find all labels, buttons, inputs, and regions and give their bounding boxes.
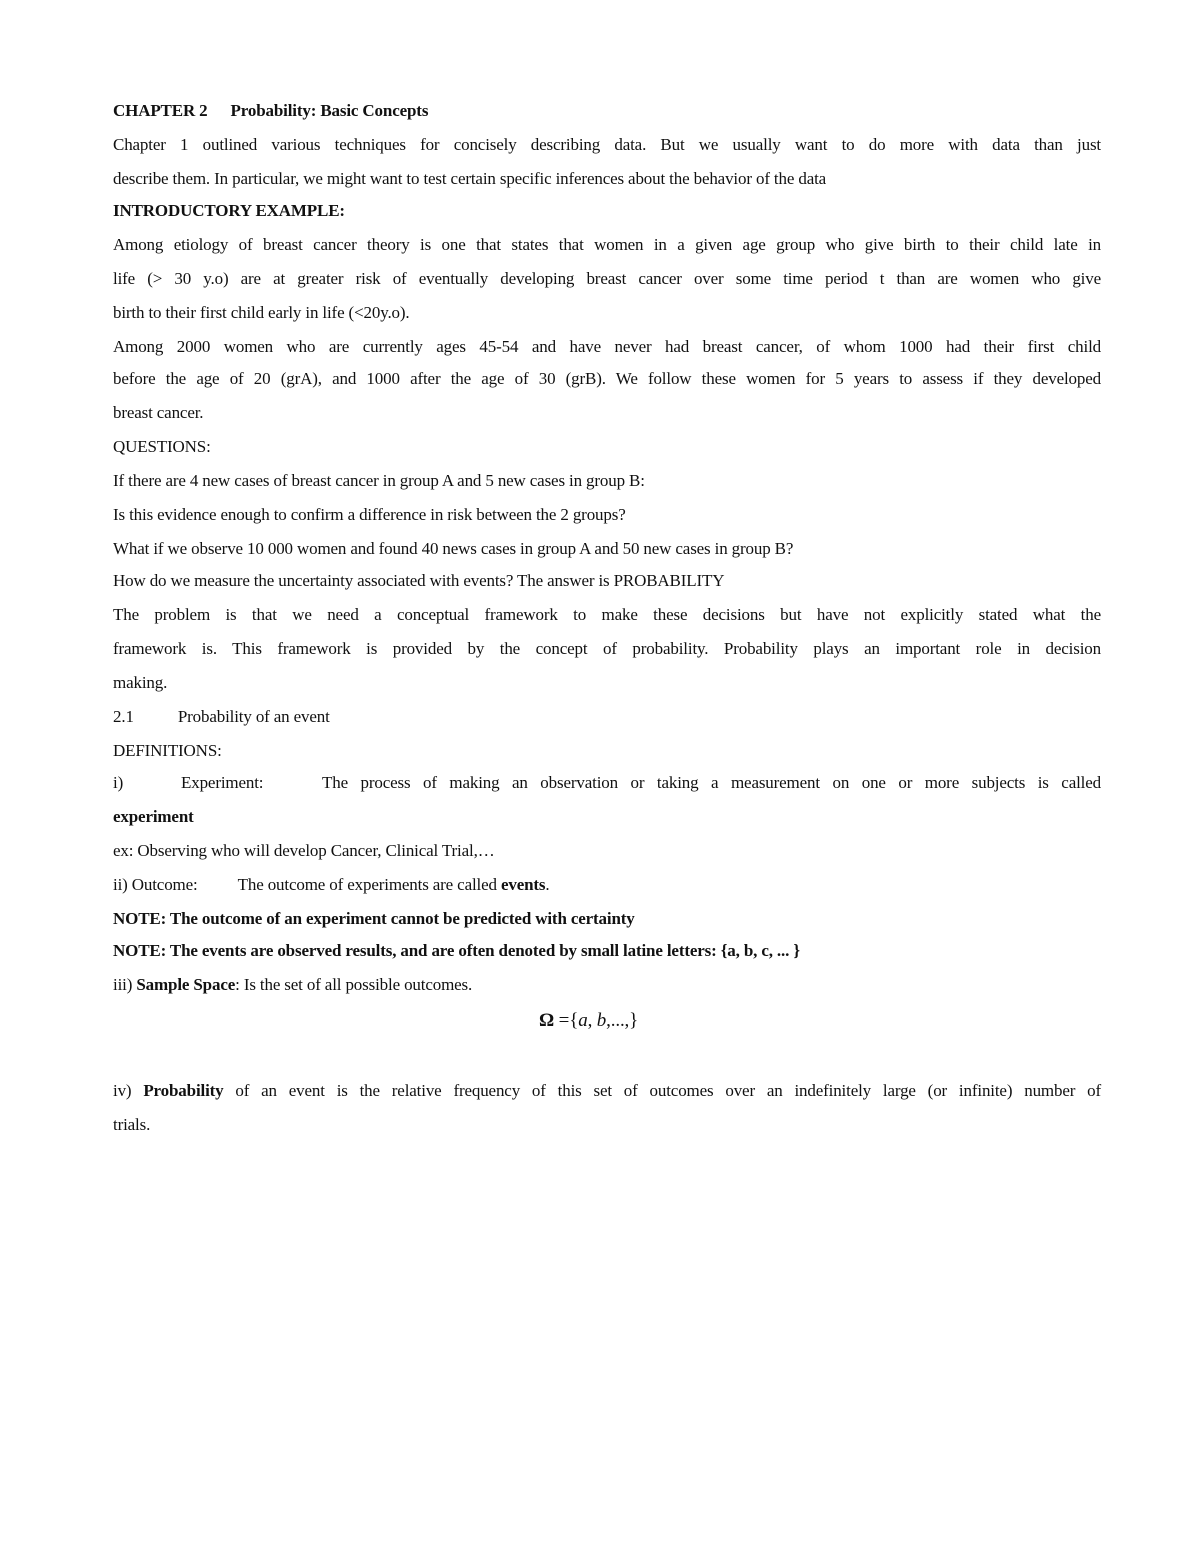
question-1: If there are 4 new cases of breast cancer in group A and 5 new cases in group B:: [113, 471, 645, 490]
sample-space-term: Sample Space: [136, 975, 236, 994]
outcome-definition: [113, 875, 1101, 895]
probability-text: of an event is the relative frequency of this set of outcomes over an indefinitely large (or infinite) number of: [223, 1081, 1101, 1100]
definitions-heading: DEFINITIONS:: [113, 741, 222, 760]
probability-definition-line-2: trials.: [113, 1115, 151, 1134]
formula-equals: ={: [554, 1010, 579, 1031]
note-2: NOTE: The events are observed results, and are often denoted by small latine letters: {a, b, c, ... }: [113, 941, 800, 960]
etiology-line-2: life (> 30 y.o) are at greater risk of eventually developing breast cancer over some time period t than are women who give: [113, 269, 1101, 288]
section-title: Probability of an event: [177, 707, 330, 726]
omega-symbol: Ω: [539, 1010, 555, 1031]
experiment-term: Experiment:: [181, 773, 264, 792]
section-number: 2.1: [113, 707, 134, 726]
probability-definition-line-1: [113, 1081, 1101, 1101]
etiology-line-3: birth to their first child early in life (<20y.o).: [113, 303, 410, 322]
note-1: NOTE: The outcome of an experiment cannot be predicted with certainty: [113, 909, 635, 928]
chapter-heading: [113, 101, 1101, 121]
experiment-example: ex: Observing who will develop Cancer, Clinical Trial,…: [113, 841, 495, 860]
chapter-title: Probability: Basic Concepts: [230, 101, 429, 120]
formula-a: a: [578, 1010, 588, 1031]
sample-space-text: : Is the set of all possible outcomes.: [235, 975, 473, 994]
formula-rest: ,...,}: [606, 1010, 639, 1031]
outcome-text: The outcome of experiments are called: [237, 875, 501, 894]
outcome-term: ii) Outcome:: [113, 875, 198, 894]
example-heading: INTRODUCTORY EXAMPLE:: [113, 201, 345, 220]
probability-term: Probability: [143, 1081, 224, 1100]
framework-line-2: framework is. This framework is provided by the concept of probability. Probability plays an important role in decision: [113, 639, 1101, 658]
question-3: What if we observe 10 000 women and found 40 news cases in group A and 50 new cases in group B?: [113, 539, 794, 558]
experiment-definition: The process of making an observation or taking a measurement on one or more subjects is called: [322, 773, 1101, 792]
study-line-2: before the age of 20 (grA), and 1000 after the age of 30 (grB). We follow these women for 5 years to assess if they developed: [113, 369, 1101, 388]
etiology-line-1: Among etiology of breast cancer theory is one that states that women in a given age group who give birth to their child late in: [113, 235, 1101, 254]
sample-space-formula: [539, 1009, 638, 1033]
formula-b: b: [596, 1010, 607, 1031]
chapter-number: CHAPTER 2: [113, 101, 208, 120]
outcome-bold-word: events: [500, 875, 546, 894]
outcome-end: .: [545, 875, 550, 894]
experiment-bold-word: experiment: [113, 807, 194, 826]
experiment-number: i): [113, 773, 124, 792]
question-2: Is this evidence enough to confirm a difference in risk between the 2 groups?: [113, 505, 626, 524]
section-heading: [113, 707, 1101, 727]
study-line-3: breast cancer.: [113, 403, 204, 422]
study-line-1: Among 2000 women who are currently ages 45-54 and have never had breast cancer, of whom 1000 had their first child: [113, 337, 1101, 356]
question-4: How do we measure the uncertainty associated with events? The answer is PROBABILITY: [113, 571, 725, 590]
sample-space-number: iii): [113, 975, 137, 994]
intro-line-1: Chapter 1 outlined various techniques for concisely describing data. But we usually want to do more with data than just: [113, 135, 1101, 154]
framework-line-3: making.: [113, 673, 168, 692]
framework-line-1: The problem is that we need a conceptual framework to make these decisions but have not explicitly stated what the: [113, 605, 1101, 624]
intro-line-2: describe them. In particular, we might want to test certain specific inferences about the behavior of the data: [113, 169, 827, 188]
questions-heading: QUESTIONS:: [113, 437, 211, 456]
sample-space-definition: [113, 975, 1101, 995]
probability-number: iv): [113, 1081, 144, 1100]
formula-comma: ,: [587, 1010, 597, 1031]
